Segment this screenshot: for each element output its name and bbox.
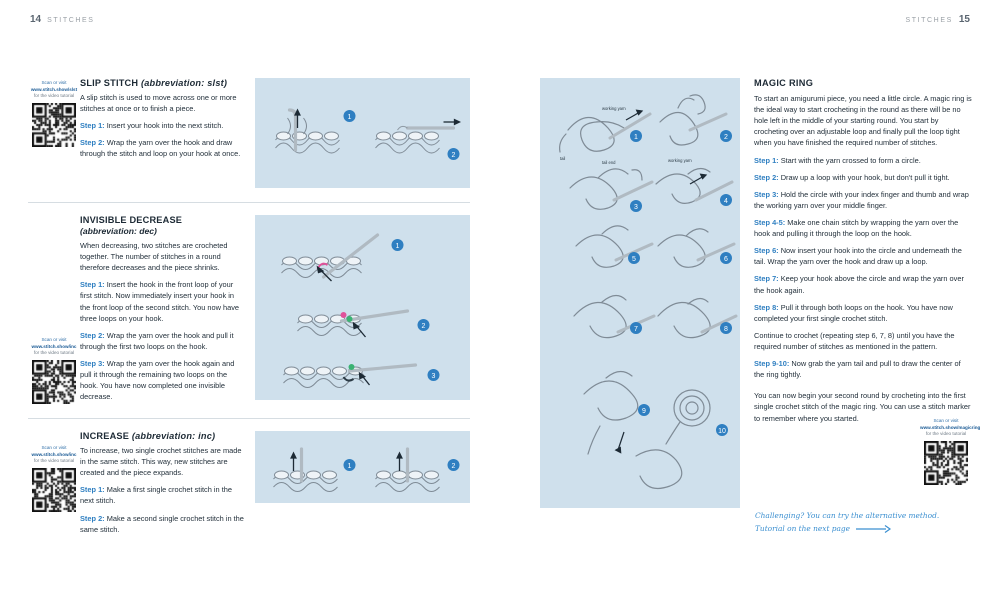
qr-note-increase xyxy=(28,445,80,465)
paragraph: You can now begin your second round by crocheting into the first single crochet stitch of the magic ring. You can use a stitch marker to remember where you started. xyxy=(754,391,971,423)
panel-invisible-decrease xyxy=(255,215,470,400)
illustration-invisible-decrease xyxy=(255,215,470,404)
invisible-decrease-diagram xyxy=(255,215,470,400)
diagram-number: 5 xyxy=(632,256,636,263)
heading-invisible-decrease: INVISIBLE DECREASE xyxy=(80,215,183,225)
section-increase xyxy=(28,431,470,535)
heading-invisible-decrease-abbr: (abbreviation: dec) xyxy=(80,226,157,236)
running-head-right xyxy=(905,14,970,25)
heading-slip-stitch xyxy=(80,78,245,88)
paragraph: Step 1: Start with the yarn crossed to form a circle. xyxy=(754,155,921,165)
qr-note-invisible-decrease xyxy=(28,337,80,357)
paragraph: Step 9-10: Now grab the yarn tail and pull to draw the center of the ring tightly. xyxy=(754,359,961,380)
paragraph: When decreasing, two stitches are crocheted together. The number of stitches in a round therefore decreases and the piece shrinks. xyxy=(80,241,228,273)
qr-code-magic-ring[interactable] xyxy=(924,441,968,485)
right-page-column xyxy=(540,78,981,533)
step-label: Step 7: xyxy=(754,274,779,284)
paragraph: Step 2: Make a second single crochet stitch in the same stitch. xyxy=(80,513,244,534)
diagram-label: tail xyxy=(560,156,566,161)
qr-note-line5: tutorial xyxy=(60,93,75,99)
qr-note-line2: www.stitch.show/ xyxy=(920,424,959,430)
step-label: Step 1: xyxy=(80,121,105,131)
illustration-increase xyxy=(255,431,470,535)
paragraph: To increase, two single crochet stitches are made in the same stitch. This way, new stitches are created and the piece expands. xyxy=(80,445,242,478)
paragraph: Step 1: Insert your hook into the next stitch. xyxy=(80,121,224,131)
paragraph: Step 7: Keep your hook above the circle and wrap the yarn over the hook again. xyxy=(754,274,964,295)
heading-magic-ring: MAGIC RING xyxy=(754,78,814,88)
qr-note-line2: www.stitch.show/inc xyxy=(31,343,77,349)
qr-note-line4: for the xyxy=(925,431,939,437)
heading-slip-stitch-abbr: (abbreviation: slst) xyxy=(140,78,228,88)
qr-block-slip-stitch xyxy=(28,78,80,188)
qr-block-invisible-decrease xyxy=(28,215,80,404)
step-label: Step 2: xyxy=(754,172,779,182)
handwritten-note-line2: Tutorial on the next page xyxy=(755,523,850,533)
diagram-number: 6 xyxy=(724,256,728,263)
diagram-number: 10 xyxy=(718,428,726,435)
step-label: Step 3: xyxy=(80,358,105,368)
paragraph: Continue to crochet (repeating step 6, 7, 8) until you have the required number of stitches as mentioned in the pattern. xyxy=(754,330,955,351)
folio-right: 15 xyxy=(958,14,970,25)
text-increase xyxy=(80,431,255,535)
diagram-label: working yarn xyxy=(668,158,692,163)
illustration-magic-ring xyxy=(540,78,740,508)
step-label: Step 2: xyxy=(80,330,105,340)
qr-code-slip-stitch[interactable] xyxy=(32,103,76,147)
step-label: Step 1: xyxy=(80,280,105,290)
paragraph: Step 3: Wrap the yarn over the hook again and pull it through the remaining two loops on the hook. You have now completed one invisible decrease. xyxy=(80,358,235,402)
section-divider xyxy=(28,418,470,419)
step-label: Step 6: xyxy=(754,246,779,256)
heading-slip-stitch-text: SLIP STITCH xyxy=(80,78,139,88)
step-label: Step 2: xyxy=(80,513,105,523)
qr-note-line1: Scan or visit xyxy=(41,80,67,85)
panel-increase xyxy=(255,431,470,503)
slip-stitch-diagram xyxy=(255,78,470,188)
qr-note-line4: for the video xyxy=(33,93,60,99)
step-label: Step 4-5: xyxy=(754,217,786,227)
paragraph: Step 4-5: Make one chain stitch by wrapping the yarn over the hook and pulling it through the loop on the hook. xyxy=(754,217,959,239)
qr-note-line1: Scan or visit xyxy=(41,444,67,450)
diagram-number: 2 xyxy=(421,323,426,330)
qr-block-magic-ring xyxy=(920,418,981,485)
paragraph: Step 2: Wrap the yarn over the hook and pull it through the first two loops on the hook. xyxy=(80,330,234,351)
left-page-column xyxy=(28,78,470,535)
diagram-number: 2 xyxy=(451,152,456,159)
diagram-number: 1 xyxy=(347,114,352,121)
section-divider xyxy=(28,202,470,203)
text-invisible-decrease xyxy=(80,215,255,404)
paragraph: Step 1: Make a first single crochet stitch in the next stitch. xyxy=(80,485,232,506)
paragraph: To start an amigurumi piece, you need a little circle. A magic ring is the ideal way to start crocheting in the round as there will be no hole left in the middle of your starting round. You start by crocheting over an adjustable loop and finally pull the loop tight when you have finished the required number of stitches. xyxy=(754,94,972,148)
diagram-number: 2 xyxy=(724,134,728,141)
paragraph: Step 2: Draw up a loop with your hook, but don't pull it tight. xyxy=(754,172,950,182)
paragraph: Step 6: Now insert your hook into the circle and underneath the tail. Wrap the yarn over the hook and draw up a loop. xyxy=(754,246,962,267)
illustration-slip-stitch xyxy=(255,78,470,188)
qr-note-slip-stitch xyxy=(28,80,80,100)
step-label: Step 8: xyxy=(754,302,779,312)
section-invisible-decrease xyxy=(28,215,470,404)
diagram-label: working yarn xyxy=(602,106,626,111)
diagram-number: 3 xyxy=(431,373,436,380)
text-slip-stitch xyxy=(80,78,255,188)
step-label: Step 9-10: xyxy=(754,359,790,369)
paragraph: Step 3: Hold the circle with your index finger and thumb and wrap the working yarn over your middle finger. xyxy=(754,189,969,210)
qr-note-line3: magicring xyxy=(958,424,981,430)
diagram-number: 1 xyxy=(634,134,638,141)
qr-block-increase xyxy=(28,431,80,535)
step-label: Step 2: xyxy=(80,138,105,148)
heading-increase-abbr: (abbreviation: inc) xyxy=(131,430,216,441)
diagram-label: tail end xyxy=(602,160,616,165)
qr-note-line2: www.stitch.show/ xyxy=(30,86,70,92)
increase-diagram xyxy=(255,431,470,503)
handwritten-note-line1: Challenging? You can try the alternative method. xyxy=(755,511,940,520)
qr-note-line5: video tutorial xyxy=(940,431,967,437)
qr-note-line2: www.stitch.show/inc xyxy=(31,451,77,457)
diagram-number: 1 xyxy=(347,462,352,470)
panel-magic-ring xyxy=(540,78,740,508)
section-slip-stitch xyxy=(28,78,470,188)
paragraph: Step 8: Pull it through both loops on the hook. You have now completed your first single crochet stitch. xyxy=(754,302,953,323)
diagram-number: 2 xyxy=(451,462,456,470)
paragraph: A slip stitch is used to move across one or more stitches at once or to finish a piece. xyxy=(80,93,237,114)
diagram-number: 3 xyxy=(634,204,638,211)
qr-note-line1: Scan or visit xyxy=(41,337,67,342)
magic-ring-diagram xyxy=(540,78,740,508)
qr-note-line1: Scan or visit xyxy=(933,418,959,423)
handwritten-note xyxy=(755,510,970,535)
qr-note-line3: slst xyxy=(69,86,78,92)
diagram-number: 4 xyxy=(724,198,728,205)
diagram-number: 1 xyxy=(395,243,400,250)
qr-note-magic-ring xyxy=(920,418,981,438)
running-head-left xyxy=(30,14,95,25)
step-label: Step 3: xyxy=(754,189,779,199)
qr-code-increase[interactable] xyxy=(32,468,76,512)
step-label: Step 1: xyxy=(80,485,105,495)
running-head-left-label: STITCHES xyxy=(47,17,95,24)
folio-left: 14 xyxy=(30,14,42,25)
qr-note-line3: for the video tutorial xyxy=(33,458,75,464)
paragraph: Step 2: Wrap the yarn over the hook and draw through the stitch and loop on your hook at once. xyxy=(80,138,241,159)
paragraph: Step 1: Insert the hook in the front loop of your first stitch. Now immediately insert your hook in the front loop of the second stitch. You now have three loops on your hook. xyxy=(80,280,240,323)
diagram-number: 8 xyxy=(724,326,728,333)
diagram-number: 7 xyxy=(634,326,638,333)
qr-code-invisible-decrease[interactable] xyxy=(32,360,76,404)
qr-note-line3: for the video tutorial xyxy=(33,350,75,356)
diagram-number: 9 xyxy=(642,408,646,415)
heading-increase-text: INCREASE xyxy=(80,430,130,441)
panel-slip-stitch xyxy=(255,78,470,188)
running-head-right-label: STITCHES xyxy=(905,17,953,24)
arrow-right-icon xyxy=(856,524,892,534)
heading-increase xyxy=(80,431,245,441)
step-label: Step 1: xyxy=(754,155,779,165)
